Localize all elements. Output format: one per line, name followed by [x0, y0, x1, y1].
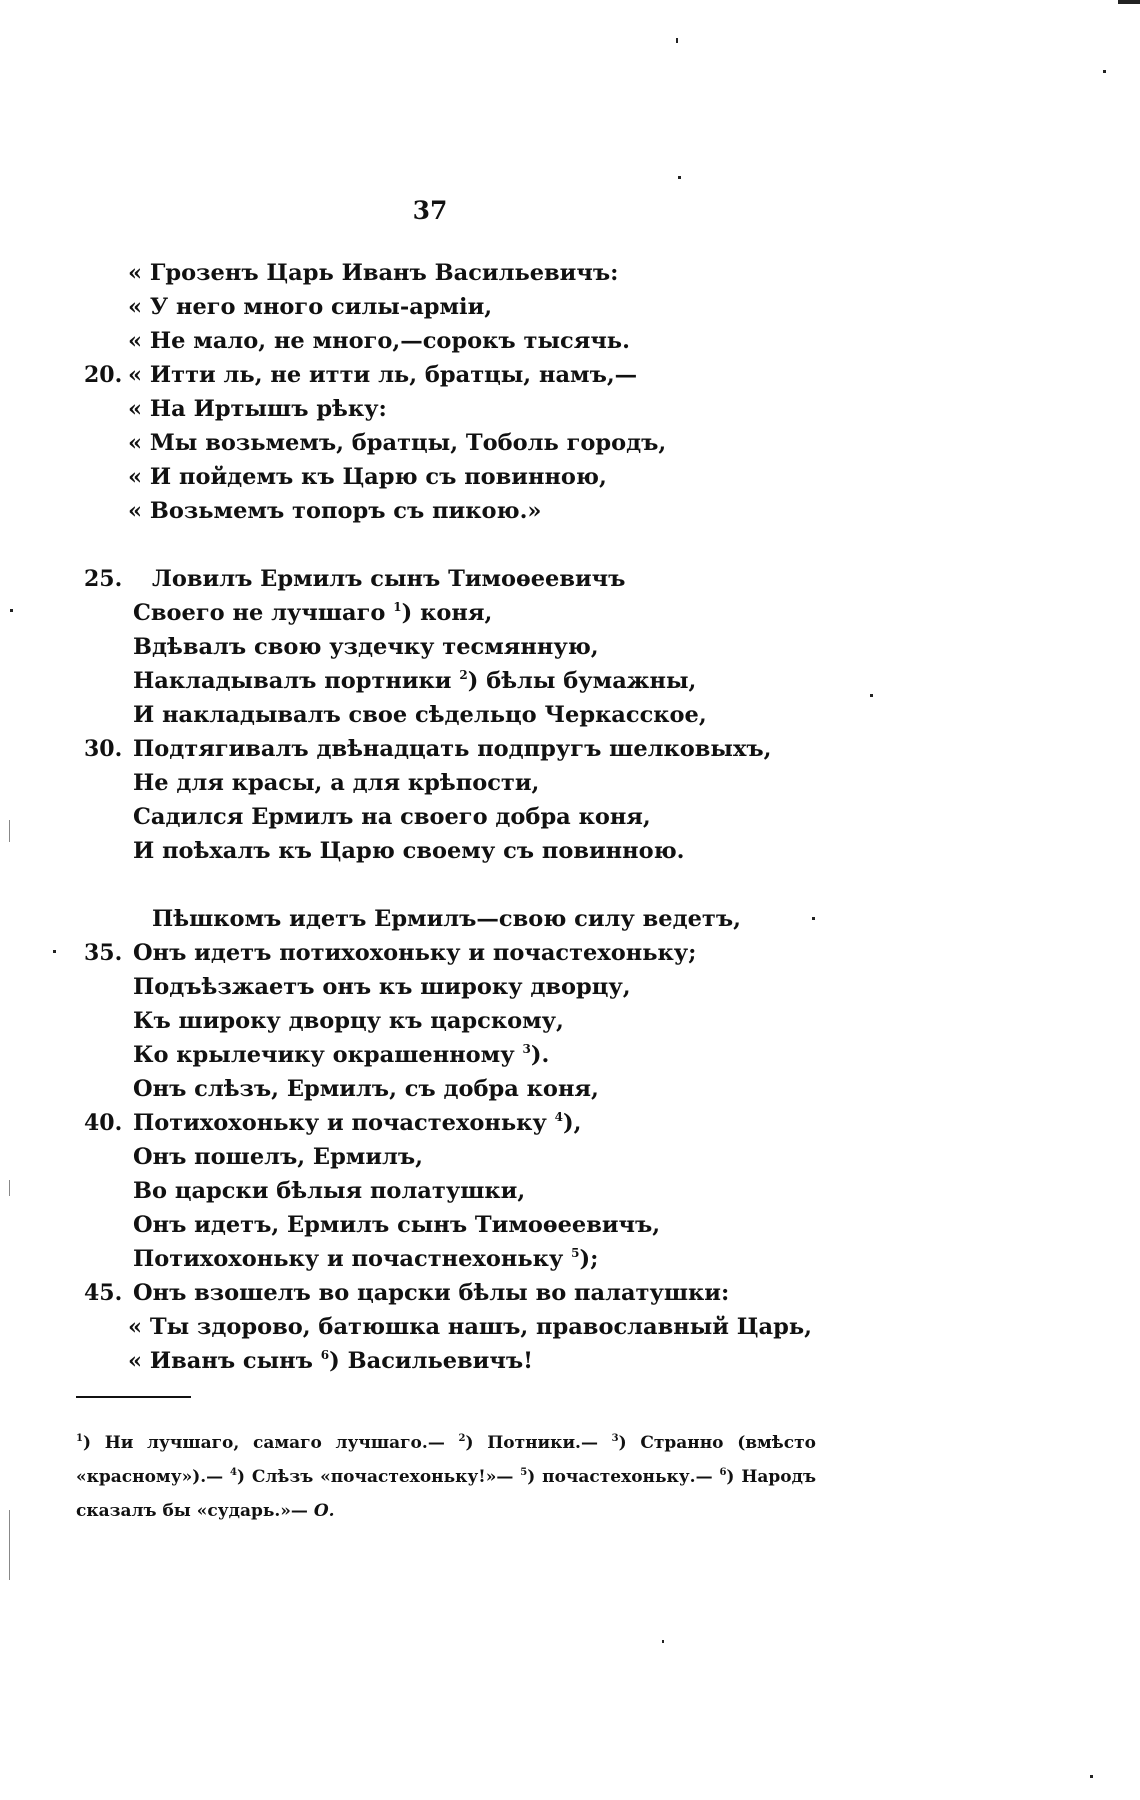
verse-text-main: Къ широку дворцу къ царскому,: [133, 1008, 564, 1034]
verse-text: [133, 732, 771, 766]
margin-mark: [9, 1510, 10, 1580]
verse-text-main: « И пойдемъ къ Царю съ повинною,: [128, 464, 607, 490]
verse-text-main: И накладывалъ свое сѣдельцо Черкасское,: [133, 702, 707, 728]
footnote-text: Слѣзъ «почастехоньку!»—: [251, 1467, 521, 1487]
footnote-ref: 2: [459, 668, 468, 682]
verse-line: [0, 494, 1140, 528]
verse-text-main: Своего не лучшаго: [133, 600, 386, 626]
line-number: 40.: [84, 1110, 123, 1136]
verse-text-main: Пѣшкомъ идетъ Ермилъ—свою силу ведетъ,: [152, 906, 741, 932]
verse-line: [0, 1140, 1140, 1174]
verse-text: [133, 970, 631, 1004]
verse-text-main: « Ты здорово, батюшка нашъ, православный Царь,: [128, 1314, 812, 1340]
verse-text: [133, 1208, 660, 1242]
footnotes: $^1$) Ни лучшаго, самаго лучшаго.— $^2$) Потники.— $^3$) Странно (вмѣсто «красному»).— $^4$) Слѣзъ «почастехоньку!»— $^5$) почастехоньку.— $^6$) Народъ сказалъ бы «сударь.»— О.: [76, 1433, 817, 1521]
footnote-text: Потники.—: [487, 1433, 612, 1453]
poem-body: [0, 256, 1140, 1412]
verse-text-main: Онъ идетъ потихохоньку и почастехоньку;: [133, 940, 697, 966]
verse-line: [0, 562, 1140, 596]
margin-mark: [9, 1180, 10, 1196]
verse-text: [128, 324, 630, 358]
verse-line: [0, 970, 1140, 1004]
verse-text-main: Не для красы, а для крѣпости,: [133, 770, 540, 796]
verse-text: [128, 392, 387, 426]
verse-text-main: Ловилъ Ермилъ сынъ Тимоѳеевичъ: [152, 566, 626, 592]
verse-text: [133, 936, 697, 970]
margin-mark: [9, 820, 10, 842]
scan-speck: [1103, 70, 1106, 73]
verse-line: [0, 936, 1140, 970]
verse-line: [0, 902, 1140, 936]
footnote-signature: О.: [313, 1501, 335, 1521]
stanza: [0, 902, 1140, 1378]
verse-text-main: « Не мало, не много,—сорокъ тысячь.: [128, 328, 630, 354]
scan-speck: [812, 917, 815, 920]
scan-speck: [53, 950, 56, 953]
verse-text-main: Потихохоньку и почастехоньку: [133, 1110, 547, 1136]
verse-text-main: « Мы возьмемъ, братцы, Тоболь городъ,: [128, 430, 667, 456]
stanza: [0, 562, 1140, 868]
line-number: 45.: [84, 1280, 123, 1306]
verse-line: [0, 664, 1140, 698]
scan-speck: [10, 609, 13, 612]
verse-text: [152, 902, 741, 936]
scan-speck: [870, 694, 873, 697]
footnote-ref: 1: [393, 600, 402, 614]
verse-text-main: Во царски бѣлыя полатушки,: [133, 1178, 526, 1204]
verse-text: Потихохоньку и почастнехоньку $^5$);: [133, 1246, 599, 1272]
verse-line: [0, 1106, 1140, 1140]
verse-line: [0, 834, 1140, 868]
footnote-mark: 6: [719, 1467, 727, 1478]
verse-text-main: Садился Ермилъ на своего добра коня,: [133, 804, 651, 830]
verse-text-main: « Итти ль, не итти ль, братцы, намъ,—: [128, 362, 638, 388]
verse-text-main: « Иванъ сынъ: [128, 1348, 313, 1374]
verse-text: [128, 358, 637, 392]
verse-text-main: Онъ идетъ, Ермилъ сынъ Тимоѳеевичъ,: [133, 1212, 661, 1238]
scan-speck: [678, 176, 681, 179]
footnote-ref: 4: [554, 1110, 563, 1124]
verse-line: [0, 766, 1140, 800]
verse-text-main: « Возьмемъ топоръ съ пикою.»: [128, 498, 542, 524]
verse-line: [0, 358, 1140, 392]
verse-text-main: И поѣхалъ къ Царю своему съ повинною.: [133, 838, 685, 864]
line-number: 25.: [84, 566, 123, 592]
scan-speck: [1090, 1775, 1093, 1778]
footnote-ref: 6: [320, 1348, 330, 1362]
verse-text: [133, 1072, 599, 1106]
footnote-text: Народъ сказалъ бы «сударь.»—: [76, 1467, 817, 1521]
verse-text-main: Ко крылечику окрашенному: [133, 1042, 515, 1068]
verse-text: [128, 426, 666, 460]
verse-text: [133, 834, 685, 868]
verse-text: Своего не лучшаго $^1$) коня,: [133, 600, 493, 626]
verse-text: [133, 630, 599, 664]
verse-text-after: ,: [573, 1110, 582, 1136]
verse-line: [0, 1344, 1140, 1378]
line-number: 35.: [84, 940, 123, 966]
verse-line: [0, 324, 1140, 358]
verse-line: [0, 256, 1140, 290]
verse-text: [133, 1174, 525, 1208]
footnote-mark: 1: [76, 1433, 83, 1444]
footnote-separator: [76, 1396, 191, 1398]
footnote-mark: 2: [458, 1433, 466, 1444]
verse-text-main: « На Иртышъ рѣку:: [128, 396, 387, 422]
verse-line: [0, 1072, 1140, 1106]
verse-text: [133, 800, 651, 834]
footnote-text: Ни лучшаго, самаго лучшаго.—: [104, 1433, 459, 1453]
verse-line: [0, 1208, 1140, 1242]
verse-text-main: Накладывалъ портники: [133, 668, 452, 694]
footnote-mark: 4: [230, 1467, 237, 1478]
verse-text: Накладывалъ портники $^2$) бѣлы бумажны,: [133, 668, 697, 694]
verse-line: [0, 1174, 1140, 1208]
verse-text-main: Онъ слѣзъ, Ермилъ, съ добра коня,: [133, 1076, 599, 1102]
verse-line: [0, 426, 1140, 460]
verse-text: [128, 256, 618, 290]
scan-speck: [662, 1640, 664, 1643]
footnote-mark: 5: [520, 1467, 528, 1478]
verse-line: [0, 1038, 1140, 1072]
verse-line: [0, 1276, 1140, 1310]
verse-text-main: Онъ взошелъ во царски бѣлы во палатушки:: [133, 1280, 730, 1306]
verse-line: [0, 596, 1140, 630]
verse-text: [133, 1276, 729, 1310]
page-number: 37: [412, 196, 448, 225]
verse-text-after: ;: [590, 1246, 599, 1272]
verse-text: [133, 698, 707, 732]
verse-line: [0, 1004, 1140, 1038]
stanza: [0, 256, 1140, 528]
verse-line: [0, 392, 1140, 426]
verse-text: Потихохоньку и почастехоньку $^4$),: [133, 1110, 582, 1136]
verse-line: [0, 1242, 1140, 1276]
verse-text: [133, 1004, 564, 1038]
scan-speck: [1118, 0, 1140, 4]
verse-text-after: бѣлы бумажны,: [478, 668, 697, 694]
footnote-mark: 3: [611, 1433, 619, 1444]
verse-text-after: коня,: [412, 600, 493, 626]
verse-text: « Иванъ сынъ $^6$) Васильевичъ!: [128, 1348, 533, 1374]
verse-text-main: Потихохоньку и почастнехоньку: [133, 1246, 564, 1272]
footnote-ref: 5: [571, 1246, 580, 1260]
verse-line: [0, 732, 1140, 766]
verse-text: [133, 1140, 423, 1174]
verse-line: [0, 460, 1140, 494]
verse-line: [0, 290, 1140, 324]
scan-speck: [676, 38, 678, 43]
verse-text-main: « У него много силы-арміи,: [128, 294, 493, 320]
verse-text: Ко крылечику окрашенному $^3$).: [133, 1042, 550, 1068]
footnote-ref: 3: [522, 1042, 531, 1056]
line-number: 30.: [84, 736, 123, 762]
footnote-text: почастехоньку.—: [542, 1467, 720, 1487]
verse-text: [152, 562, 625, 596]
verse-text-after: .: [541, 1042, 550, 1068]
line-number: 20.: [84, 362, 123, 388]
verse-text-main: Вдѣвалъ свою уздечку тесмянную,: [133, 634, 599, 660]
verse-line: [0, 698, 1140, 732]
verse-text-after: Васильевичъ!: [339, 1348, 533, 1374]
verse-text-main: Подъѣзжаетъ онъ къ широку дворцу,: [133, 974, 631, 1000]
verse-text: [128, 494, 541, 528]
verse-line: [0, 1310, 1140, 1344]
verse-text: [128, 1310, 812, 1344]
verse-text-main: Подтягивалъ двѣнадцать подпругъ шелковыхъ,: [133, 736, 772, 762]
verse-text: [128, 290, 492, 324]
verse-text-main: Онъ пошелъ, Ермилъ,: [133, 1144, 423, 1170]
verse-text: [128, 460, 607, 494]
verse-line: [0, 630, 1140, 664]
verse-text-main: « Грозенъ Царь Иванъ Васильевичъ:: [128, 260, 619, 286]
footnote-text: Странно (вмѣсто «красному»).—: [76, 1433, 816, 1487]
verse-text: [133, 766, 539, 800]
verse-line: [0, 800, 1140, 834]
